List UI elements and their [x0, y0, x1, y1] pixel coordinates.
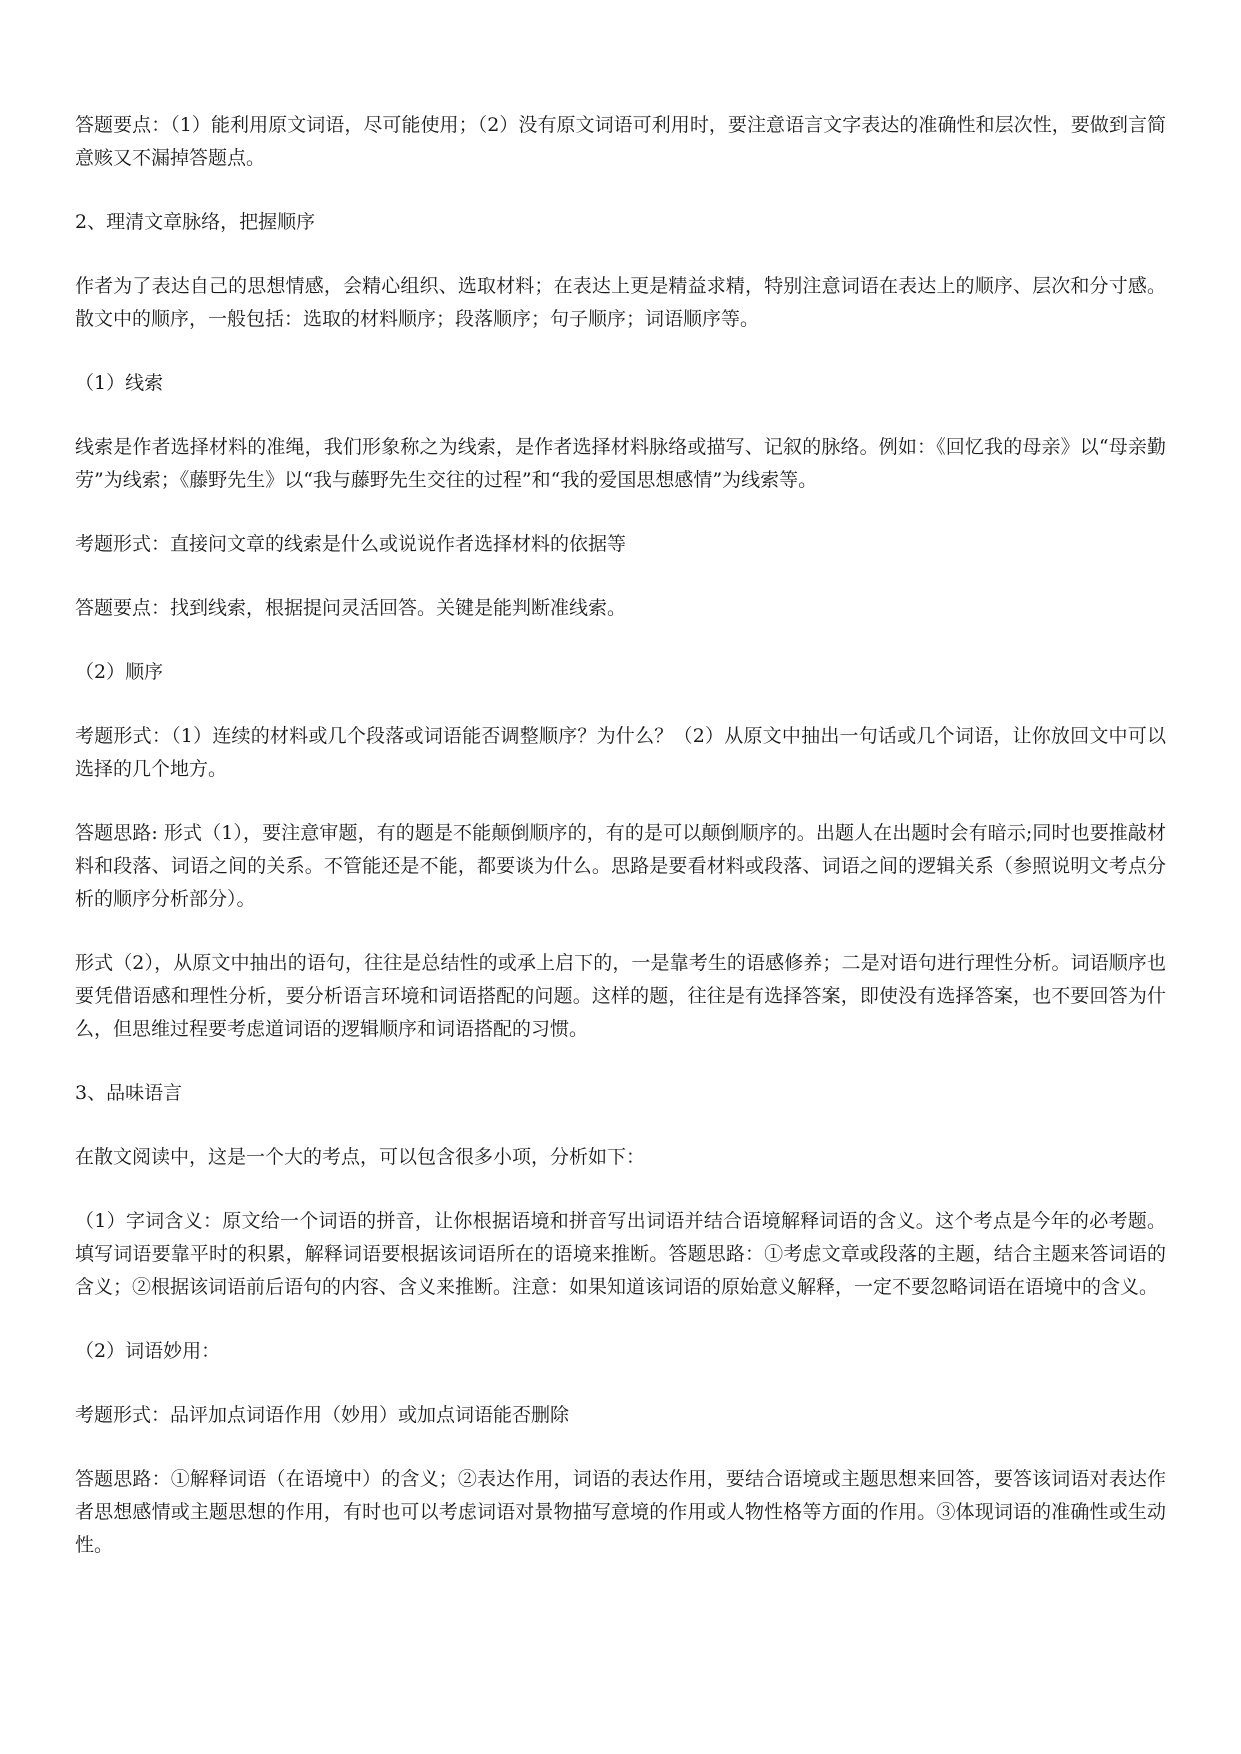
answer-approach-paragraph: 答题思路: 形式（1），要注意审题，有的题是不能颠倒顺序的，有的是可以颠倒顺序的。出题人在出题时会有暗示;同时也要推敲材料和段落、词语之间的关系。不管能还是不能，都要谈为什么。思路是要看材料或段落、词语之间的逻辑关系（参照说明文考点分析的顺序分析部分）。 [75, 822, 1166, 910]
section-heading-3: 3、品味语言 [75, 1082, 183, 1104]
question-form-paragraph: 考题形式：直接问文章的线索是什么或说说作者选择材料的依据等 [75, 533, 627, 555]
body-paragraph: 线索是作者选择材料的准绳，我们形象称之为线索，是作者选择材料脉络或描写、记叙的脉络。例如：《回忆我的母亲》以“母亲勤劳”为线索；《藤野先生》以“我与藤野先生交往的过程”和“我的爱国思想感情”为线索等。 [75, 436, 1166, 491]
answer-points-paragraph: 答题要点：找到线索，根据提问灵活回答。关键是能判断准线索。 [75, 597, 627, 619]
subsection-heading-word-usage: （2）词语妙用： [75, 1340, 221, 1362]
question-form-paragraph: 考题形式：（1）连续的材料或几个段落或词语能否调整顺序？为什么？（2）从原文中抽出一句话或几个词语，让你放回文中可以选择的几个地方。 [75, 725, 1166, 780]
body-paragraph: 作者为了表达自己的思想情感，会精心组织、选取材料；在表达上更是精益求精，特别注意词语在表达上的顺序、层次和分寸感。散文中的顺序，一般包括：选取的材料顺序；段落顺序；句子顺序；词语顺序等。 [75, 275, 1166, 330]
section-heading-2: 2、理清文章脉络，把握顺序 [75, 211, 316, 233]
answer-approach-paragraph: 答题思路：①解释词语（在语境中）的含义；②表达作用，词语的表达作用，要结合语境或主题思想来回答，要答该词语对表达作者思想感情或主题思想的作用，有时也可以考虑词语对景物描写意境的作用或人物性格等方面的作用。③体现词语的准确性或生动性。 [75, 1468, 1166, 1556]
body-paragraph: 在散文阅读中，这是一个大的考点，可以包含很多小项，分析如下： [75, 1146, 646, 1168]
subsection-heading-order: （2）顺序 [75, 661, 164, 683]
subsection-heading-clue: （1）线索 [75, 372, 164, 394]
answer-points-paragraph: 答题要点：（1）能利用原文词语，尽可能使用；（2）没有原文词语可利用时，要注意语言文字表达的准确性和层次性，要做到言简意赅又不漏掉答题点。 [75, 114, 1166, 169]
body-paragraph: 形式（2），从原文中抽出的语句，往往是总结性的或承上启下的，一是靠考生的语感修养；二是对语句进行理性分析。词语顺序也要凭借语感和理性分析，要分析语言环境和词语搭配的问题。这样的题，往往是有选择答案，即使没有选择答案，也不要回答为什么，但思维过程要考虑道词语的逻辑顺序和词语搭配的习惯。 [75, 952, 1166, 1040]
word-meaning-paragraph: （1）字词含义：原文给一个词语的拼音，让你根据语境和拼音写出词语并结合语境解释词语的含义。这个考点是今年的必考题。填写词语要靠平时的积累，解释词语要根据该词语所在的语境来推断。答题思路：①考虑文章或段落的主题，结合主题来答词语的含义；②根据该词语前后语句的内容、含义来推断。注意：如果知道该词语的原始意义解释，一定不要忽略词语在语境中的含义。 [75, 1210, 1166, 1298]
question-form-paragraph: 考题形式：品评加点词语作用（妙用）或加点词语能否删除 [75, 1404, 570, 1426]
document-body [75, 109, 1166, 1592]
